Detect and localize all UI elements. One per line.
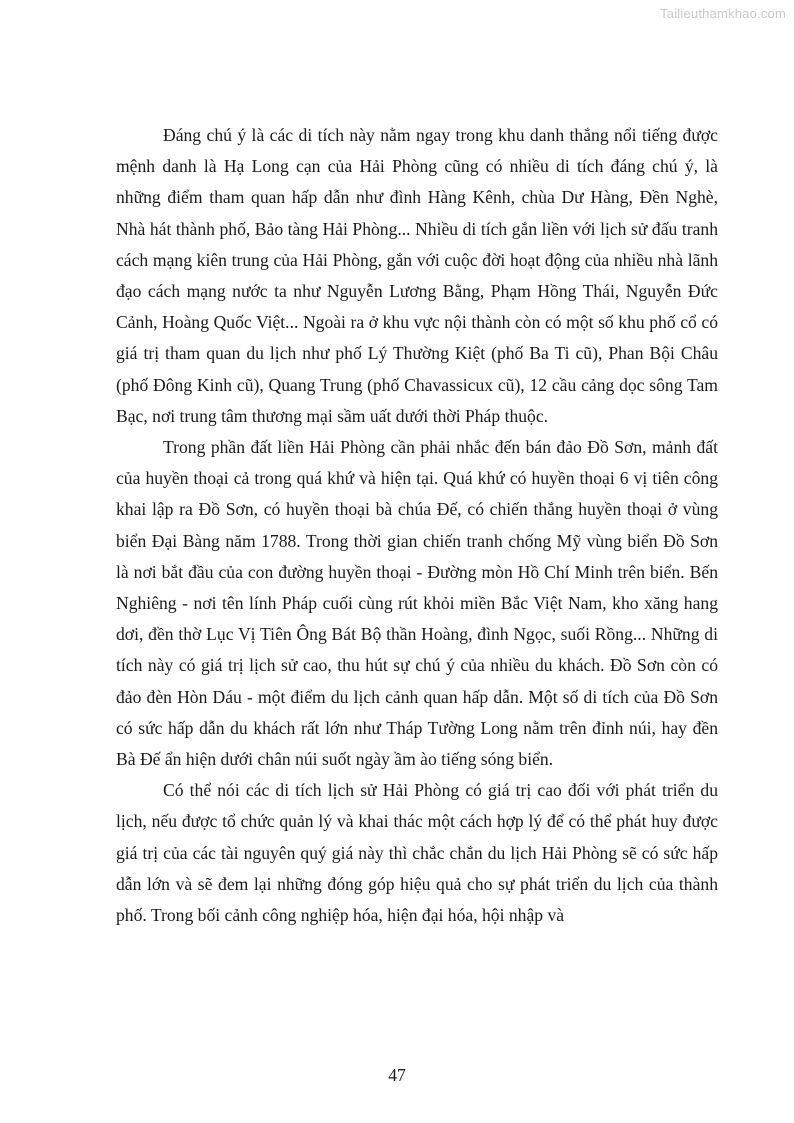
document-body bbox=[116, 120, 718, 931]
page-number: 47 bbox=[388, 1065, 406, 1085]
paragraph-2: Trong phần đất liền Hải Phòng cần phải nhắc đến bán đảo Đồ Sơn, mảnh đất của huyền thoại cả trong quá khứ và hiện tại. Quá khứ có huyền thoại 6 vị tiên công khai lập ra Đồ Sơn, có huyền thoại bà chúa Đế, có chiến thắng huyền thoại ở vùng biển Đại Bàng năm 1788. Trong thời gian chiến tranh chống Mỹ vùng biển Đồ Sơn là nơi bắt đầu của con đường huyền thoại - Đường mòn Hồ Chí Minh trên biển. Bến Nghiêng - nơi tên lính Pháp cuối cùng rút khỏi miền Bắc Việt Nam, kho xăng hang dơi, đền thờ Lục Vị Tiên Ông Bát Bộ thần Hoàng, đình Ngọc, suối Rồng... Những di tích này có giá trị lịch sử cao, thu hút sự chú ý của nhiều du khách. Đồ Sơn còn có đảo đèn Hòn Dáu - một điểm du lịch cảnh quan hấp dẫn. Một số di tích của Đồ Sơn có sức hấp dẫn du khách rất lớn như Tháp Tường Long nằm trên đỉnh núi, hay đền Bà Đế ẩn hiện dưới chân núi suốt ngày ầm ào tiếng sóng biển. bbox=[116, 437, 718, 770]
watermark: Tailieuthamkhao.com bbox=[660, 6, 786, 21]
paragraph-3: Có thể nói các di tích lịch sử Hải Phòng có giá trị cao đối với phát triển du lịch, nếu được tổ chức quản lý và khai thác một cách hợp lý để có thể phát huy được giá trị của các tài nguyên quý giá này thì chắc chắn du lịch Hải Phòng sẽ có sức hấp dẫn lớn và sẽ đem lại những đóng góp hiệu quả cho sự phát triển du lịch của thành phố. Trong bối cảnh công nghiệp hóa, hiện đại hóa, hội nhập và bbox=[116, 780, 718, 926]
paragraph-1: Đáng chú ý là các di tích này nằm ngay trong khu danh thắng nổi tiếng được mệnh danh là Hạ Long cạn của Hải Phòng cũng có nhiều di tích đáng chú ý, là những điểm tham quan hấp dẫn như đình Hàng Kênh, chùa Dư Hàng, Đền Nghè, Nhà hát thành phố, Bảo tàng Hải Phòng... Nhiều di tích gắn liền với lịch sử đấu tranh cách mạng kiên trung của Hải Phòng, gắn với cuộc đời hoạt động của nhiều nhà lãnh đạo cách mạng nước ta như Nguyễn Lương Bằng, Phạm Hồng Thái, Nguyễn Đức Cảnh, Hoàng Quốc Việt... Ngoài ra ở khu vực nội thành còn có một số khu phố cổ có giá trị tham quan du lịch như phố Lý Thường Kiệt (phố Ba Ti cũ), Phan Bội Châu (phố Đông Kinh cũ), Quang Trung (phố Chavassicux cũ), 12 cầu cảng dọc sông Tam Bạc, nơi trung tâm thương mại sầm uất dưới thời Pháp thuộc. bbox=[116, 125, 718, 426]
